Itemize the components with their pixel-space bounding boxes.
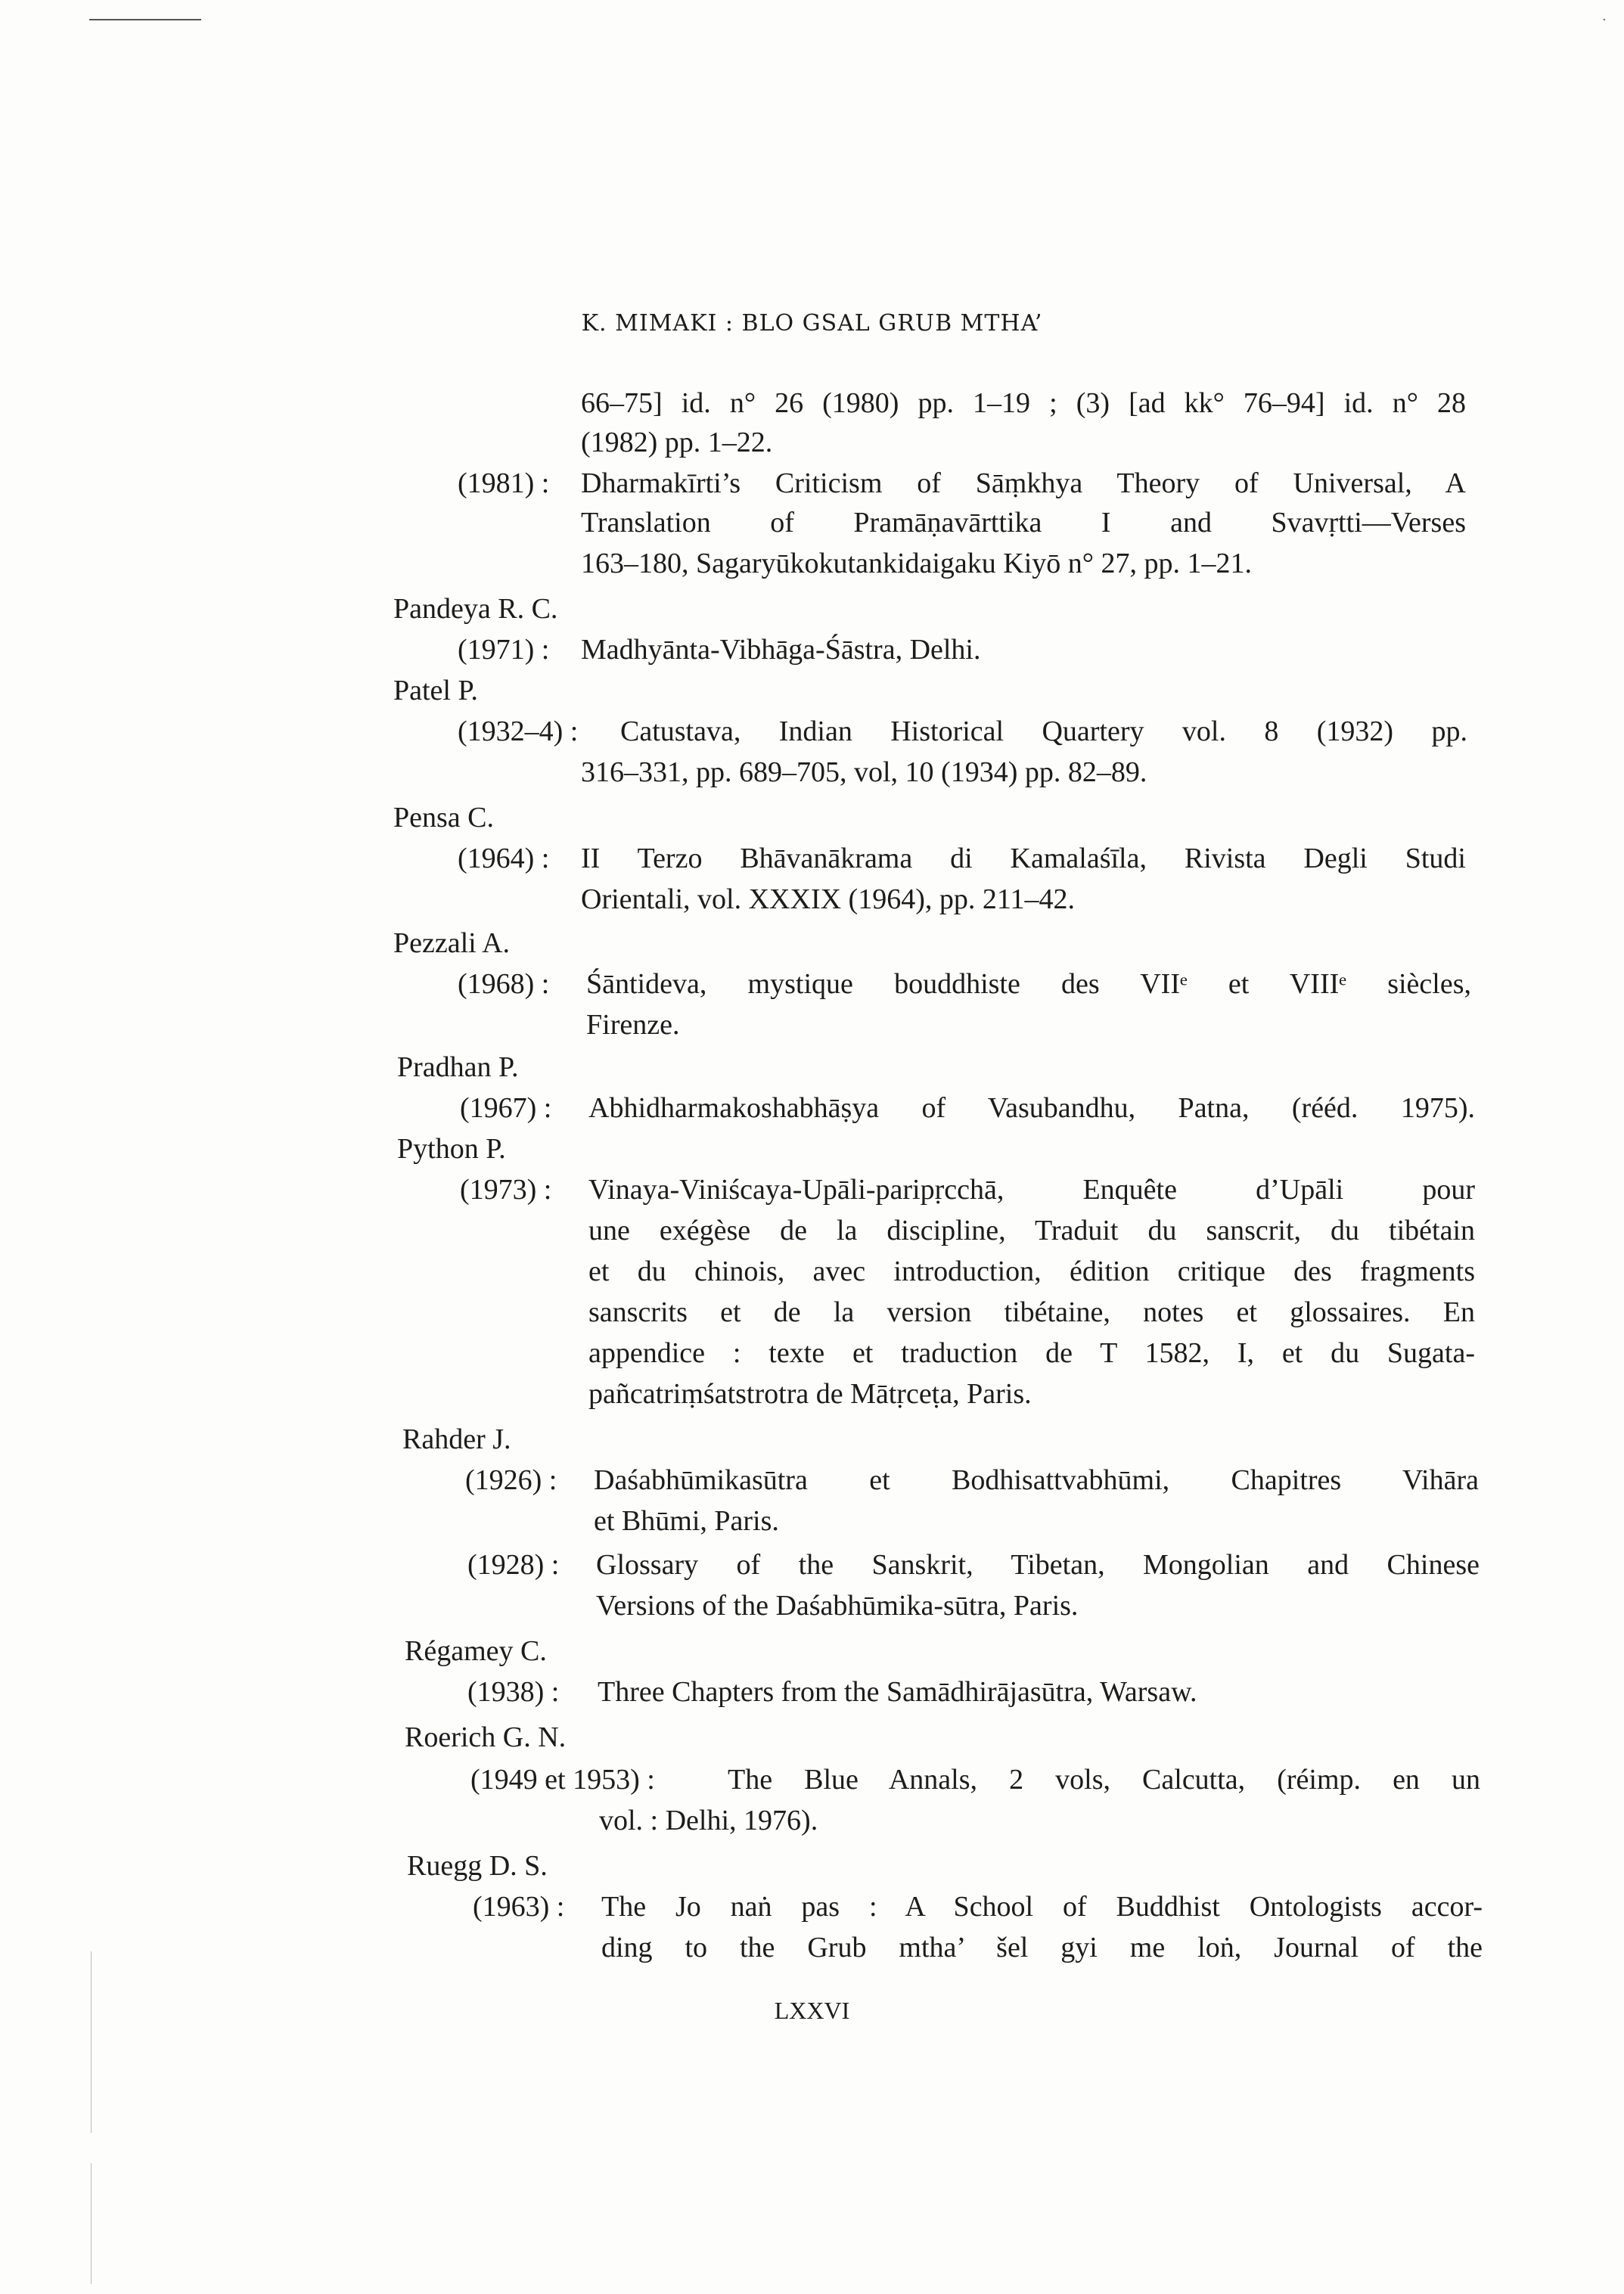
bib-line: Translation of Pramāṇavārttika I and Svavṛtti—Verses — [581, 507, 1466, 539]
bib-line: Three Chapters from the Samādhirājasūtra, Warsaw. — [598, 1676, 1197, 1708]
bib-year: (1968) : — [458, 968, 550, 1000]
bib-line: Firenze. — [586, 1009, 680, 1041]
bib-line: vol. : Delhi, 1976). — [599, 1805, 818, 1836]
bib-line: 66–75] id. n° 26 (1980) pp. 1–19 ; (3) [ad kk° 76–94] id. n° 28 — [581, 387, 1466, 419]
bib-year: (1971) : — [458, 634, 550, 666]
bib-line: Versions of the Daśabhūmika-sūtra, Paris. — [596, 1590, 1079, 1622]
bib-line: Vinaya-Viniścaya-Upāli-paripṛcchā, Enquête d’Upāli pour — [588, 1174, 1475, 1206]
bib-line: Dharmakīrti’s Criticism of Sāṃkhya Theory of Universal, A — [581, 467, 1466, 499]
bib-author: Pandeya R. C. — [393, 593, 558, 625]
page-folio: LXXVI — [774, 1997, 850, 2024]
bib-year: (1949 et 1953) : — [470, 1764, 655, 1796]
bib-year: (1981) : — [458, 467, 550, 499]
bib-line: sanscrits et de la version tibétaine, notes et glossaires. En — [588, 1296, 1475, 1328]
bib-author: Rahder J. — [402, 1423, 511, 1455]
bib-author: Roerich G. N. — [405, 1721, 567, 1753]
bib-line: et Bhūmi, Paris. — [594, 1505, 779, 1537]
bib-line: II Terzo Bhāvanākrama di Kamalaśīla, Rivista Degli Studi — [581, 843, 1466, 874]
bib-year: (1926) : — [465, 1464, 557, 1496]
scan-margin-line-2 — [91, 2163, 92, 2284]
bib-line: et du chinois, avec introduction, édition critique des fragments — [588, 1256, 1475, 1287]
bib-line: appendice : texte et traduction de T 1582, I, et du Sugata- — [588, 1337, 1475, 1369]
bib-author: Pradhan P. — [397, 1051, 519, 1083]
bib-year: (1967) : — [460, 1092, 552, 1124]
bib-line: 163–180, Sagaryūkokutankidaigaku Kiyō n° 27, pp. 1–21. — [581, 548, 1252, 579]
bib-year: (1938) : — [467, 1676, 560, 1708]
bib-line: pañcatriṃśatstrotra de Mātṛceṭa, Paris. — [588, 1378, 1032, 1410]
bib-line: Orientali, vol. XXXIX (1964), pp. 211–42. — [581, 883, 1075, 915]
bib-line: Abhidharmakoshabhāṣya of Vasubandhu, Patna, (rééd. 1975). — [588, 1092, 1475, 1124]
bib-line: Glossary of the Sanskrit, Tibetan, Mongolian and Chinese — [596, 1549, 1480, 1581]
bib-year: (1932–4) : — [458, 716, 579, 747]
bib-year: (1963) : — [473, 1891, 565, 1923]
bib-line: The Jo naṅ pas : A School of Buddhist Ontologists accor- — [601, 1891, 1483, 1923]
bib-author: Régamey C. — [405, 1635, 547, 1667]
bib-line: Catustava, Indian Historical Quartery vol. 8 (1932) pp. — [620, 716, 1467, 747]
bib-line: (1982) pp. 1–22. — [581, 427, 773, 458]
bib-line: une exégèse de la discipline, Traduit du sanscrit, du tibétain — [588, 1215, 1475, 1246]
bib-author: Patel P. — [393, 675, 478, 706]
scan-top-rule — [89, 19, 201, 20]
bib-year: (1928) : — [467, 1549, 560, 1581]
bib-year: (1964) : — [458, 843, 550, 874]
running-head: K. MIMAKI : BLO GSAL GRUB MTHA’ — [581, 310, 1043, 337]
scan-corner-mark: · — [1602, 12, 1607, 28]
bib-author: Ruegg D. S. — [407, 1850, 548, 1882]
bib-line: Śāntideva, mystique bouddhiste des VIIᵉ et VIIIᵉ siècles, — [586, 968, 1471, 1000]
bib-author: Pezzali A. — [393, 927, 511, 959]
bib-author: Python P. — [397, 1133, 506, 1165]
bib-line: Daśabhūmikasūtra et Bodhisattvabhūmi, Chapitres Vihāra — [594, 1464, 1479, 1496]
bib-line: ding to the Grub mtha’ šel gyi me loṅ, Journal of the — [601, 1932, 1483, 1963]
bib-line: The Blue Annals, 2 vols, Calcutta, (réimp. en un — [728, 1764, 1480, 1796]
scan-margin-line — [91, 1951, 92, 2133]
bib-year: (1973) : — [460, 1174, 552, 1206]
bib-line: Madhyānta-Vibhāga-Śāstra, Delhi. — [581, 634, 981, 666]
bib-line: 316–331, pp. 689–705, vol, 10 (1934) pp. 82–89. — [581, 756, 1147, 788]
bib-author: Pensa C. — [393, 802, 494, 833]
